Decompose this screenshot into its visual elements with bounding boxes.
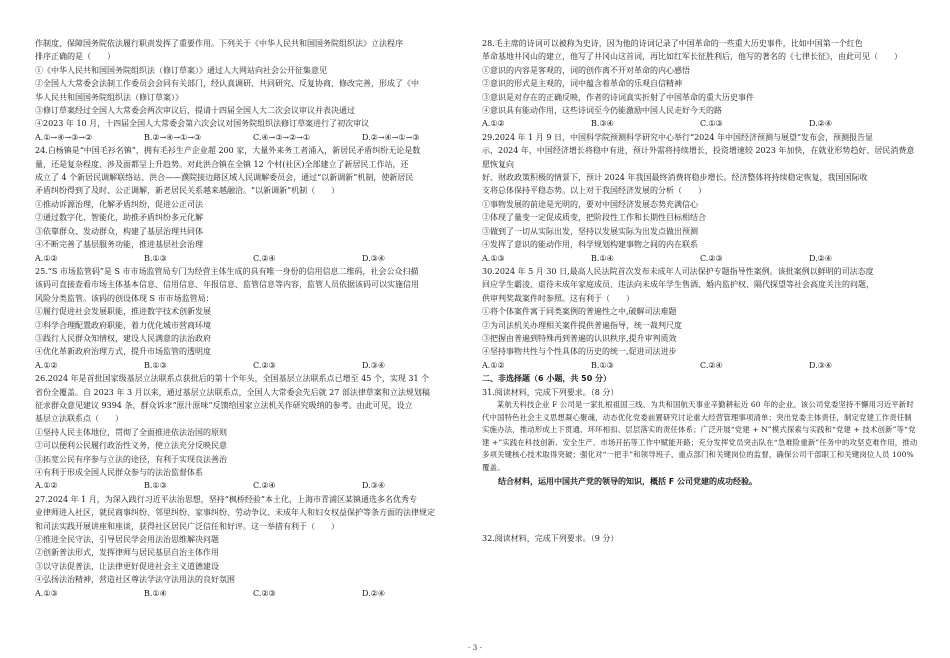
option-c: C.②③ bbox=[253, 360, 276, 370]
option-a: A.①→④→③→② bbox=[35, 132, 93, 142]
question-30 bbox=[482, 265, 918, 372]
text-line: 华人民共和国国务院组织法（修订草案）》 bbox=[35, 92, 183, 102]
text-line: 27.2024 年 1 月，为深入践行习近平法治思想，坚持“枫桥经验”本土化，上海市青浦区某镇通选多名优秀专 bbox=[35, 494, 417, 504]
question-27 bbox=[35, 493, 471, 600]
answer-options bbox=[35, 587, 471, 600]
question-31 bbox=[482, 386, 918, 488]
text-line: ④意识具有能动作用，这些诗词至今仍能激励中国人民走好今天的路 bbox=[482, 106, 722, 116]
text-line: ④坚持事物共性与个性具体的历史的统一,促进司法进步 bbox=[482, 347, 677, 357]
question-23 bbox=[35, 37, 471, 144]
text-line: 26.2024 年是首批国家级基层立法联系点获批后的第十个年头，全国基层立法联系点已增至 45 个，实现 31 个 bbox=[35, 374, 430, 384]
option-a: A.①② bbox=[482, 119, 505, 129]
option-a: A.①③ bbox=[482, 253, 505, 263]
text-line: ③把握由普遍到特殊再到普遍的认识秩序,提升审判质效 bbox=[482, 333, 677, 343]
option-d: D.③④ bbox=[809, 360, 833, 370]
text-line: ①坚持人民主体地位，贯彻了全面推进依法治国的原则 bbox=[35, 427, 227, 437]
page-number: - 3 - bbox=[468, 644, 482, 652]
text-line: ②体现了量变一定促成质变，把阶段性工作和长期性目标相结合 bbox=[482, 213, 706, 223]
text-line: ①推动诉源治理，化解矛盾纠纷，促进公正司法 bbox=[35, 199, 203, 209]
text-line: 29.2024 年 1 月 9 日，中国科学院预测科学研究中心举行“2024 年中国经济预测与展望”发布会，预测报告显 bbox=[482, 132, 874, 142]
answer-space bbox=[482, 488, 918, 532]
answer-options bbox=[35, 479, 471, 492]
text-line: 28.毛主席的诗词可以被称为史诗，因为他的诗词记录了中国革命的一些重大历史事件，比如中国第一个红色 bbox=[482, 39, 863, 48]
text-line: ②通过数字化、智能化，助推矛盾纠纷多元化解 bbox=[35, 213, 203, 223]
text-line: ③修订草案经过全国人大常委会两次审议后，提请十四届全国人大二次会议审议并表决通过 bbox=[35, 106, 355, 116]
text-line: ③以守法促普法，让法律更好促进社会主义道德建设 bbox=[35, 561, 219, 571]
text-line: ②创新普法形式，发挥律师与居民基层自治主体作用 bbox=[35, 548, 219, 558]
text-line: ③依靠群众、发动群众，构建了基层治理共同体 bbox=[35, 226, 203, 236]
text-line: 革命基地井冈山的建立，他写了井冈山这首词，再比如红军长征胜利后，他写的著名的《七律长征》，由此可见（ ） bbox=[482, 52, 902, 62]
text-line: 示，2024 年，中国经济增长将稳中有进，预计外需将持续增长，投资增速较 2023 年加快，在就业形势趋好、居民消费意愿恢复向 bbox=[482, 146, 915, 169]
question-32 bbox=[482, 532, 918, 545]
question-heading: 32.阅读材料，完成下列要求。（9 分） bbox=[482, 533, 619, 543]
answer-options bbox=[35, 252, 471, 265]
left-column bbox=[35, 37, 471, 600]
text-line: ①将个体案件寓于同类案例的普遍性之中,破解司法难题 bbox=[482, 307, 677, 317]
text-line: ③践行人民群众知情权，建设人民满意的法治政府 bbox=[35, 333, 211, 343]
question-28 bbox=[482, 37, 918, 131]
option-c: C.②④ bbox=[253, 253, 276, 263]
option-b: B.①③ bbox=[144, 360, 167, 370]
text-line: ①推进全民守法，引导居民学会用法治思维解决问题 bbox=[35, 535, 219, 545]
option-a: A.①② bbox=[482, 360, 505, 370]
option-d: D.③④ bbox=[362, 253, 386, 263]
text-line: 30.2024 年 5 月 30 日,最高人民法院首次发布未成年人司法保护专题指导性案例。该批案例以鲜明的司法态度 bbox=[482, 266, 874, 276]
text-line: 成立了 4 个新居民调解联络站、洪合——濮院接边路区域人民调解委员会，通过“以新调新”机制，使新居民 bbox=[35, 173, 414, 183]
text-line: 省份全覆盖。自 2023 年 3 月以来，通过基层立法联系点，全国人大常委会先后就 27 部法律草案和立法规划稿 bbox=[35, 387, 430, 397]
text-line: 供审判奖裁案件时参照。这有利于（ ） bbox=[482, 293, 634, 303]
text-line: ①事物发展的前途是光明的，要对中国经济发展态势充满信心 bbox=[482, 199, 698, 209]
option-a: A.①③ bbox=[35, 588, 58, 598]
text-line: 回应学生霸凌、虐待未成年家庭成员、违法向未成年学生售酒、婚内监护权、隔代探望等社会高度关注的问题， bbox=[482, 280, 874, 290]
option-b: B.①③ bbox=[144, 481, 167, 491]
text-line: ④不断完善了基层服务功能，推进基层社会治理 bbox=[35, 240, 203, 250]
text-line: ③做到了一切从实际出发，坚持以发展实际为出发点做出预测 bbox=[482, 226, 698, 236]
material-paragraph: 某航天科技企业 F 公司是一家扎根祖国三线、为共和国航天事业辛勤耕耘近 60 年的企业。该公司党委坚持不懈用习近平新时代中国特色社会主义思想凝心聚魂，动态优化党委前置研究讨论重大经营管理事项清单；突出党委主体责任，制定党建工作责任制实施办法，推动形成上下贯通、环环相扣、层层落实的责任体系；广泛开展“党建 + N”模式探索与实践和“党建 + 技术创新”等“党建 +”实践在科技创新、安全生产、市场开拓等工作中赋能开路；充分发挥党员突击队在“急难险重新”任务中的攻坚克难作用，推动多项关键核心技术取得突破；强化对“一把手”和领导班子、重点部门和关键岗位的监督，确保公司干部职工和关键岗位人员 100%覆盖。 bbox=[482, 399, 918, 472]
text-line: 和司法实践开展讲座和座谈，获得社区居民广泛信任和好评。这一举措有利于（ ） bbox=[35, 521, 339, 531]
text-line: ①意识的内容是客观的，词的创作离不开对革命的内心感悟 bbox=[482, 65, 690, 75]
question-25 bbox=[35, 265, 471, 372]
text-line: 好、财政政策积极的情景下，预计 2024 年我国最终消费将稳步增长。经济整体将持续稳定恢复，我国国际收 bbox=[482, 173, 868, 183]
option-c: C.②④ bbox=[700, 360, 723, 370]
text-line: 作制度、保障国务院依法履行职责发挥了重要作用。下列关于《中华人民共和国国务院组织法》立法程序 bbox=[35, 39, 403, 48]
option-d: D.②④ bbox=[362, 588, 386, 598]
question-24 bbox=[35, 144, 471, 265]
text-line: ②科学合理配置政府职能，着力优化城市营商环境 bbox=[35, 320, 211, 330]
text-line: ③意识是对存在的正确反映，作者的诗词真实折射了中国革命的重大历史事件 bbox=[482, 92, 754, 102]
option-d: D.③④ bbox=[362, 360, 386, 370]
text-line: 风险分类监管。该码的创设体现 S 市市场监管局： bbox=[35, 293, 214, 303]
option-a: A.①② bbox=[35, 481, 58, 491]
text-line: 征求群众意见建议 9394 条，群众诉求“原汁原味”反馈给国家立法机关作研究吸纳的参考。由此可见，设立 bbox=[35, 400, 413, 410]
text-line: ④优化革新政府治理方式，提升市场监管的透明度 bbox=[35, 347, 211, 357]
text-line: 业律师进入社区，就民商事纠纷、邻里纠纷、家事纠纷、劳动争议、未成年人和妇女权益保护等条方面的法律规定 bbox=[35, 508, 435, 518]
text-line: 支将总体保持平稳态势。以上对于我国经济发展的分析（ ） bbox=[482, 186, 706, 196]
answer-options bbox=[482, 359, 918, 372]
text-line: 该码可直接查看市场主体基本信息、信用信息、年报信息、监管信息等内容，监管人员依据该码可以实施信用 bbox=[35, 280, 419, 290]
text-line: ①《中华人民共和国国务院组织法（修订草案）》通过人大网站向社会公开征集意见 bbox=[35, 65, 327, 75]
option-a: A.①② bbox=[35, 360, 58, 370]
option-a: A.①② bbox=[35, 253, 58, 263]
option-b: B.②→④→①→③ bbox=[144, 132, 202, 142]
text-line: ③拓宽公民有序参与立法的途径，有利于实现良法善治 bbox=[35, 454, 227, 464]
text-line: 量，还是复杂程度、涉及面都呈上升趋势。对此洪合镇在全镇 12 个村(社区)全部建立了新居民工作站，还 bbox=[35, 159, 409, 169]
option-c: C.①③ bbox=[700, 119, 723, 129]
option-d: D.③④ bbox=[362, 481, 386, 491]
section-title: 二、非选择题（6 小题，共 50 分） bbox=[482, 374, 612, 384]
text-line: 基层立法联系点（ ） bbox=[35, 414, 123, 424]
option-b: B.①④ bbox=[591, 253, 614, 263]
option-c: C.②④ bbox=[253, 481, 276, 491]
text-line: ②全国人大常委会法制工作委员会会同有关部门，经认真调研、共同研究、反复协商、修改完善，形成了《中 bbox=[35, 79, 419, 89]
answer-options bbox=[35, 131, 471, 144]
text-line: ④发挥了意识的能动作用，科学规划构建事物之间的内在联系 bbox=[482, 240, 698, 250]
text-line: ①履行促进社会发展职能，推进数字技术创新发展 bbox=[35, 307, 211, 317]
option-c: C.④→③→②→① bbox=[253, 132, 311, 142]
text-line: 排序正确的是（ ） bbox=[35, 52, 115, 62]
text-line: 25.“S 市场监管码”是 S 市市场监管局专门为经营主体生成的具有唯一身份的信用信息二维码，社会公众扫描 bbox=[35, 266, 419, 276]
answer-options bbox=[482, 252, 918, 265]
option-d: D.②→④→①→③ bbox=[362, 132, 420, 142]
option-c: C.②③ bbox=[700, 253, 723, 263]
text-line: ④2023 年 10 月，十四届全国人大常委会第六次会议对国务院组织法修订草案进行了初次审议 bbox=[35, 119, 370, 129]
question-26 bbox=[35, 372, 471, 493]
option-d: D.②④ bbox=[809, 253, 833, 263]
option-b: B.①④ bbox=[144, 588, 167, 598]
right-column bbox=[482, 37, 918, 545]
option-d: D.②④ bbox=[809, 119, 833, 129]
text-line: ②可以便利公民履行政治性义务，使立法充分反映民意 bbox=[35, 441, 227, 451]
answer-options bbox=[35, 359, 471, 372]
text-line: 24.白杨镇是“中国毛衫名镇”，拥有毛衫生产企业超 200 家，大量外来务工者涌入，新居民矛盾纠纷无论是数 bbox=[35, 146, 421, 156]
option-b: B.①③ bbox=[591, 360, 614, 370]
text-line: ②为司法机关办理相关案件提供普遍指导，统一裁判尺度 bbox=[482, 320, 682, 330]
text-line: 矛盾纠纷得到了及时、公正调解，新老居民关系越来越融洽。“以新调新”机制（ ） bbox=[35, 186, 340, 196]
text-line: ④有利于形成全国人民群众参与的法治监督体系 bbox=[35, 468, 203, 477]
question-29 bbox=[482, 131, 918, 265]
question-task: 结合材料，运用中国共产党的领导的知识，概括 F 公司党建的成功经验。 bbox=[498, 476, 758, 486]
text-line: ②意识的形式是主观的，词中蕴含着革命的乐观自信精神 bbox=[482, 79, 682, 89]
option-b: B.①③ bbox=[144, 253, 167, 263]
option-b: B.③④ bbox=[591, 119, 614, 129]
question-heading: 31.阅读材料，完成下列要求。（8 分） bbox=[482, 387, 619, 397]
option-c: C.②③ bbox=[253, 588, 276, 598]
answer-options bbox=[482, 117, 918, 130]
text-line: ④弘扬法治精神，营造社区尊法学法守法用法的良好氛围 bbox=[35, 575, 235, 585]
